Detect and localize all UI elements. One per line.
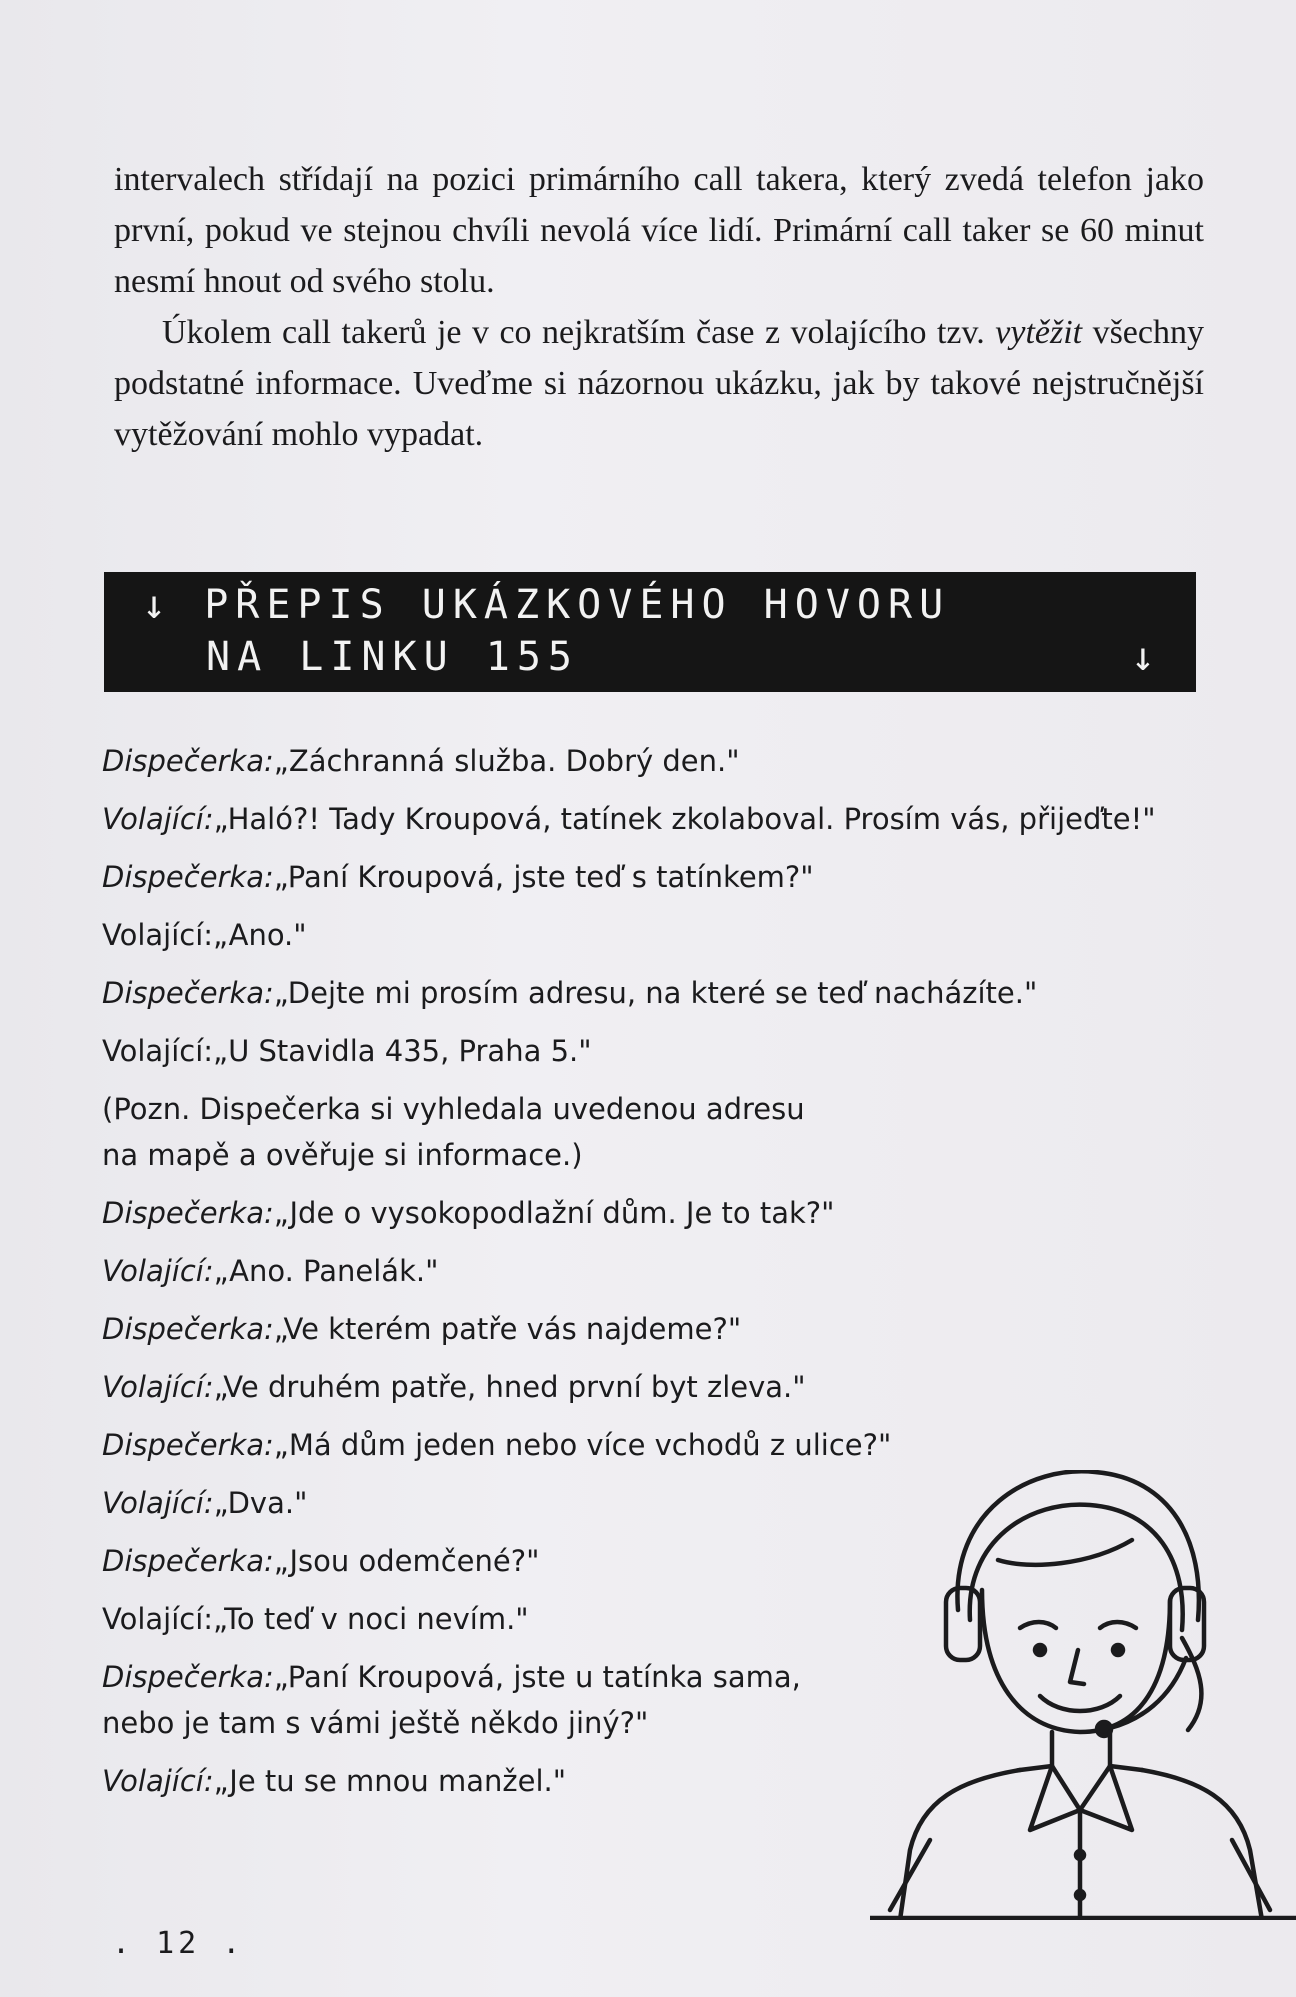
intro-paragraph-2: [114, 307, 1204, 460]
transcript-line: [102, 738, 1002, 784]
arrow-down-icon: ↓: [1130, 634, 1162, 680]
intro-paragraph-1: intervalech střídají na pozici primárního call takera, který zvedá telefon jako první, pokud ve stejnou chvíli nevolá více lidí. Primární call taker se 60 minut nesmí hnout od svého stolu.: [114, 161, 1204, 300]
utterance-text: „Má dům jeden nebo více vchodů z ulice?": [273, 1428, 892, 1462]
call-transcript: [102, 738, 1156, 1816]
transcript-line: [102, 970, 1038, 1016]
speaker-label: Volající:: [102, 1602, 214, 1636]
utterance-text: „U Stavidla 435, Praha 5.": [213, 1034, 592, 1068]
utterance-text: „To teď v noci nevím.": [213, 1602, 529, 1636]
intro-p2-before: Úkolem call takerů je v co nejkratším čase z volajícího tzv.: [162, 314, 996, 351]
utterance-text: „Ano. Panelák.": [213, 1254, 439, 1288]
utterance-text: „Je tu se mnou manžel.": [213, 1764, 567, 1798]
speaker-label: Dispečerka:: [102, 976, 274, 1010]
transcript-line: [102, 1028, 1002, 1074]
transcript-line: [102, 1306, 1002, 1352]
page-number: . 12 .: [112, 1926, 245, 1961]
utterance-text: „Záchranná služba. Dobrý den.": [273, 744, 740, 778]
speaker-label: Volající:: [102, 918, 214, 952]
banner-title-line-1: PŘEPIS UKÁZKOVÉHO HOVORU: [204, 582, 951, 628]
speaker-label: Volající:: [102, 1370, 214, 1404]
utterance-text: „Jsou odemčené?": [273, 1544, 540, 1578]
speaker-label: Volající:: [102, 1254, 214, 1288]
utterance-text: „Jde o vysokopodlažní dům. Je to tak?": [273, 1196, 835, 1230]
arrow-down-icon: ↓: [142, 582, 174, 628]
utterance-text: „Dejte mi prosím adresu, na které se teď nacházíte.": [273, 976, 1038, 1010]
transcript-line: [102, 1190, 1002, 1236]
transcript-line: [102, 1422, 1002, 1468]
utterance-text: „Haló?! Tady Kroupová, tatínek zkolaboval. Prosím vás, přijeďte!": [213, 802, 1156, 836]
transcript-line: [102, 1364, 1002, 1410]
speaker-label: Dispečerka:: [102, 1544, 274, 1578]
intro-p2-emphasis: vytěžit: [995, 314, 1083, 351]
speaker-label: Dispečerka:: [102, 860, 274, 894]
utterance-text: „Paní Kroupová, jste u tatínka sama, nebo je tam s vámi ještě někdo jiný?": [102, 1660, 801, 1740]
transcript-line: [102, 1086, 822, 1178]
banner-line-1: [142, 582, 950, 628]
speaker-label: Dispečerka:: [102, 1660, 274, 1694]
speaker-label: Dispečerka:: [102, 744, 274, 778]
speaker-label: Volající:: [102, 1764, 214, 1798]
transcript-line: [102, 1596, 1002, 1642]
transcript-line: [102, 1248, 1002, 1294]
intro-text: [114, 154, 1204, 460]
banner-title-line-2: NA LINKU 155: [206, 634, 579, 680]
speaker-label: Volající:: [102, 1034, 214, 1068]
dispatcher-illustration: [870, 1470, 1296, 1920]
speaker-label: Dispečerka:: [102, 1312, 274, 1346]
transcript-line: [102, 1654, 822, 1746]
utterance-text: „Paní Kroupová, jste teď s tatínkem?": [273, 860, 814, 894]
utterance-text: „Ano.": [213, 918, 307, 952]
speaker-label: Dispečerka:: [102, 1196, 274, 1230]
dispatcher-figure-lines: [870, 1471, 1296, 1920]
utterance-text: „Ve druhém patře, hned první byt zleva.": [213, 1370, 806, 1404]
transcript-line: [102, 1758, 1002, 1804]
utterance-text: „Ve kterém patře vás najdeme?": [273, 1312, 742, 1346]
speaker-label: Dispečerka:: [102, 1428, 274, 1462]
speaker-label: Volající:: [102, 1486, 214, 1520]
transcript-line: [102, 1538, 1002, 1584]
transcript-line: [102, 796, 1156, 842]
utterance-text: (Pozn. Dispečerka si vyhledala uvedenou adresu na mapě a ověřuje si informace.): [102, 1092, 805, 1172]
intro-p2-after: všechny podstatné informace. Uveďme si názornou ukázku, jak by takové nejstručnější vytěžování mohlo vypadat.: [114, 314, 1204, 453]
transcript-line: [102, 1480, 1002, 1526]
transcript-line: [102, 854, 1002, 900]
utterance-text: „Dva.": [213, 1486, 308, 1520]
speaker-label: Volající:: [102, 802, 214, 836]
transcript-line: [102, 912, 1002, 958]
section-banner: [104, 572, 1196, 692]
